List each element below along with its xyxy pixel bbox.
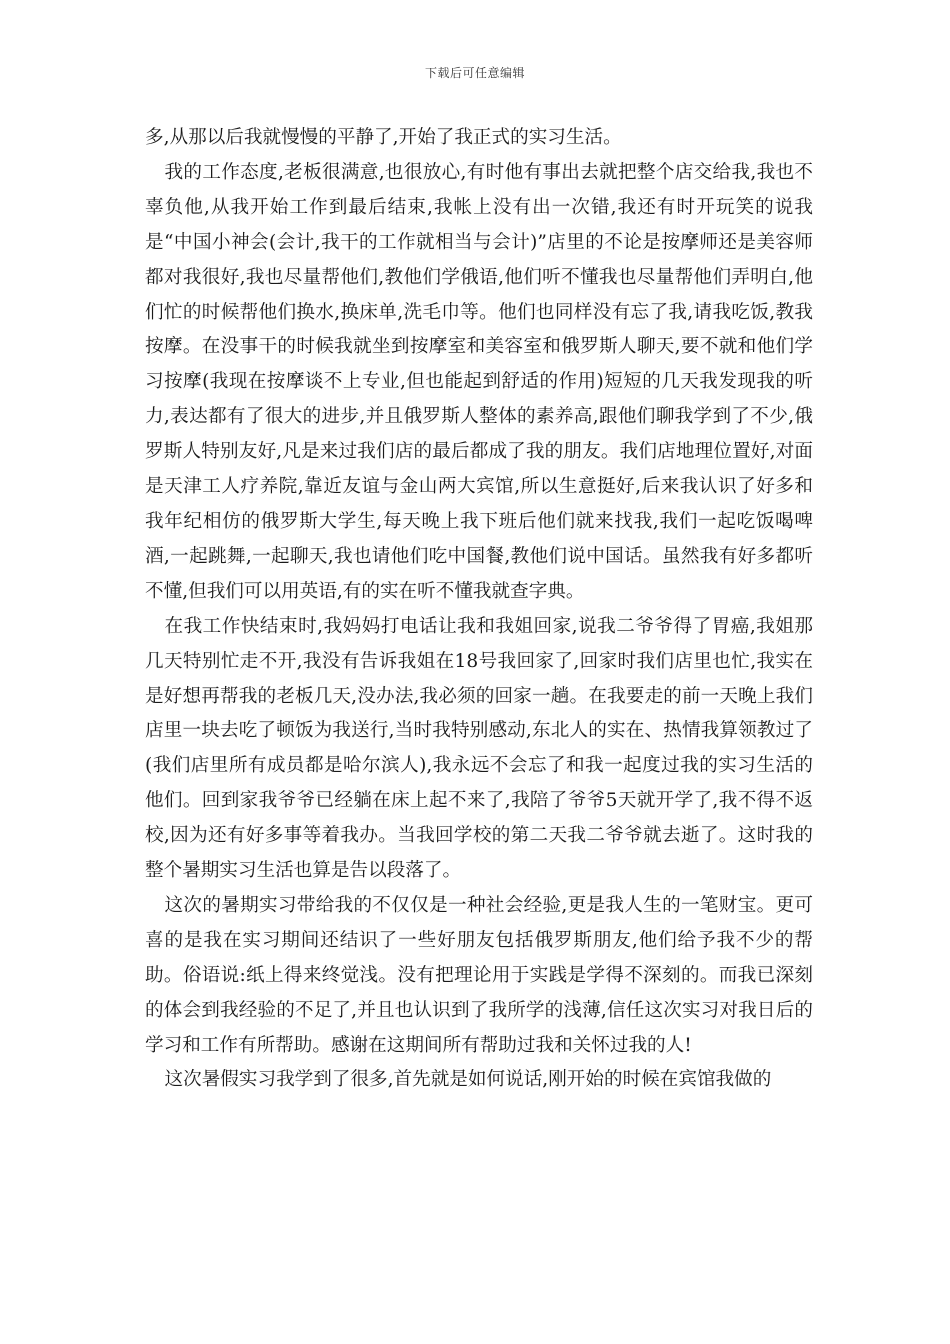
header-note: 下载后可任意编辑 (424, 66, 525, 80)
paragraph-lessons: 这次暑假实习我学到了很多,首先就是如何说话,刚开始的时候在宾馆我做的 (164, 1069, 772, 1091)
paragraph-reflection: 这次的暑期实习带给我的不仅仅是一种社会经验,更是我人生的一笔财宝。更可喜的是我在实习期间还结识了一些好朋友包括俄罗斯朋友,他们给予我不少的帮助。俗语说:纸上得来终觉浅。没有把理论用于实践是学得不深刻的。而我已深刻的体会到我经验的不足了,并且也认识到了我所学的浅薄,信任这次实习对我日后的学习和工作有所帮助。感谢在这期间所有帮助过我和关怀过我的人! (145, 894, 813, 1056)
paragraph-work-attitude: 我的工作态度,老板很满意,也很放心,有时他有事出去就把整个店交给我,我也不辜负他,从我开始工作到最后结束,我帐上没有出一次错,我还有时开玩笑的说我是“中国小神会(会计,我干的工作就相当与会计)”店里的不论是按摩师还是美容师都对我很好,我也尽量帮他们,教他们学俄语,他们听不懂我也尽量帮他们弄明白,他们忙的时候帮他们换水,换床单,洗毛巾等。他们也同样没有忘了我,请我吃饭,教我按摩。在没事干的时候我就坐到按摩室和美容室和俄罗斯人聊天,要不就和他们学习按摩(我现在按摩谈不上专业,但也能起到舒适的作用)短短的几天我发现我的听力,表达都有了很大的进步,并且俄罗斯人整体的素养高,跟他们聊我学到了不少,俄罗斯人特别友好,凡是来过我们店的最后都成了我的朋友。我们店地理位置好,对面是天津工人疗养院,靠近友谊与金山两大宾馆,所以生意挺好,后来我认识了好多和我年纪相仿的俄罗斯大学生,每天晚上我下班后他们就来找我,我们一起吃饭喝啤酒,一起跳舞,一起聊天,我也请他们吃中国餐,教他们说中国话。虽然我有好多都听不懂,但我们可以用英语,有的实在听不懂我就查字典。 (145, 161, 813, 602)
document-body (145, 121, 813, 1098)
paragraph-return-home: 在我工作快结束时,我妈妈打电话让我和我姐回家,说我二爷爷得了胃癌,我姐那几天特别忙走不开,我没有告诉我姐在18号我回家了,回家时我们店里也忙,我实在是好想再帮我的老板几天,没办法,我必须的回家一趟。在我要走的前一天晚上我们店里一块去吃了顿饭为我送行,当时我特别感动,东北人的实在、热情我算领教过了(我们店里所有成员都是哈尔滨人),我永远不会忘了和我一起度过我的实习生活的他们。回到家我爷爷已经躺在床上起不来了,我陪了爷爷5天就开学了,我不得不返校,因为还有好多事等着我办。当我回学校的第二天我二爷爷就去逝了。这时我的整个暑期实习生活也算是告以段落了。 (145, 615, 813, 882)
paragraph-continuation: 多,从那以后我就慢慢的平静了,开始了我正式的实习生活。 (145, 127, 622, 148)
